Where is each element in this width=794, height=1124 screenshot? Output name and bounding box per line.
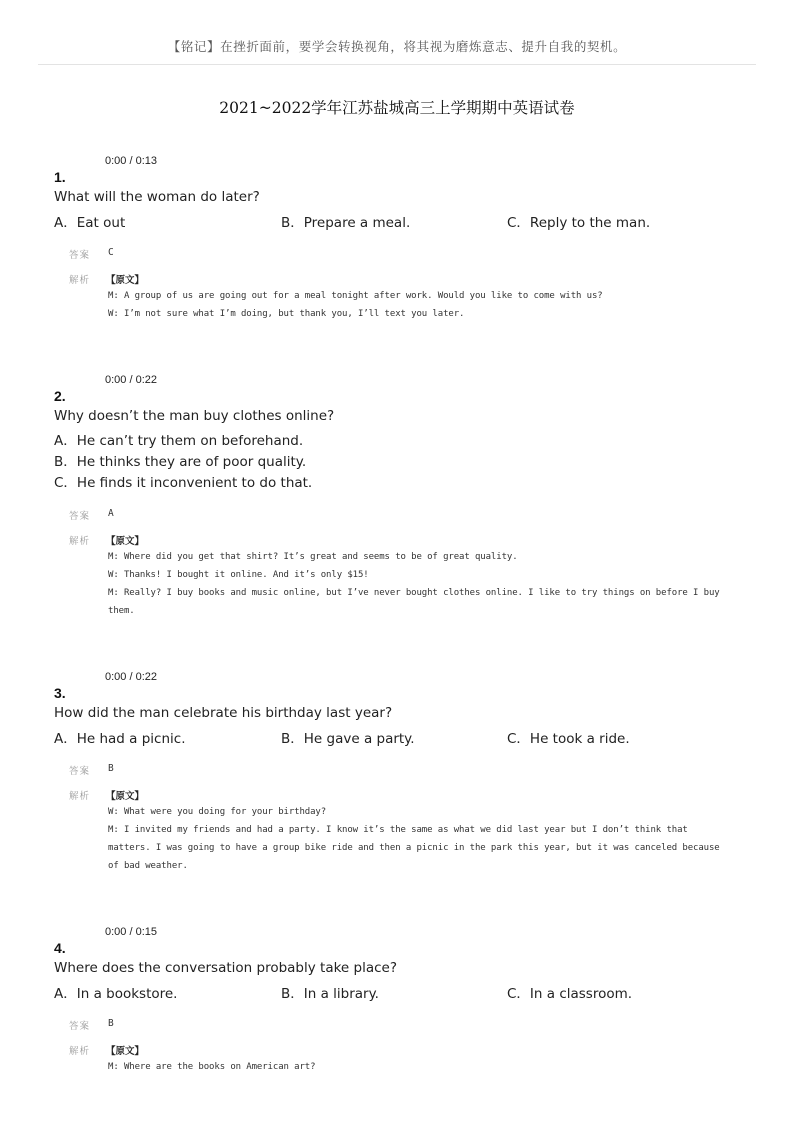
transcript-line: of bad weather. — [108, 861, 188, 871]
analysis-label: 解析 — [69, 791, 91, 802]
option-c[interactable]: C．In a classroom. — [507, 986, 633, 1002]
answer-label: 答案 — [69, 511, 91, 522]
question-number: 4. — [54, 940, 66, 956]
transcript-line: W: I’m not sure what I’m doing, but thank you, I’ll text you later. — [108, 309, 465, 319]
answer-label: 答案 — [69, 766, 91, 777]
transcript-line: M: Really? I buy books and music online, but I’ve never bought clothes online. I like to try things on before I buy — [108, 588, 720, 598]
option-a[interactable]: A．Eat out — [54, 215, 126, 231]
question-number: 3. — [54, 685, 66, 701]
transcript-line: W: Thanks! I bought it online. And it’s only $15! — [108, 570, 369, 580]
question-number: 1. — [54, 169, 66, 185]
transcript-line: W: What were you doing for your birthday? — [108, 807, 327, 817]
transcript-line: them. — [108, 606, 135, 616]
audio-time[interactable]: 0:00 / 0:22 — [105, 671, 157, 683]
question-stem: Where does the conversation probably take place? — [54, 960, 398, 976]
answer-value: A — [108, 508, 114, 519]
answer-label: 答案 — [69, 1021, 91, 1032]
transcript-line: matters. I was going to have a group bike ride and then a picnic in the park this year, but it was canceled because — [108, 843, 720, 853]
question-stem: Why doesn’t the man buy clothes online? — [54, 408, 335, 424]
audio-time[interactable]: 0:00 / 0:15 — [105, 926, 157, 938]
option-b[interactable]: B．He gave a party. — [281, 731, 415, 747]
answer-value: B — [108, 763, 114, 774]
transcript-line: M: Where did you get that shirt? It’s great and seems to be of great quality. — [108, 552, 518, 562]
transcript-line: M: I invited my friends and had a party. I know it’s the same as what we did last year but I don’t think that — [108, 825, 688, 835]
option-c[interactable]: C．Reply to the man. — [507, 215, 651, 231]
answer-value: B — [108, 1018, 114, 1029]
transcript-line: M: Where are the books on American art? — [108, 1062, 316, 1072]
analysis-label: 解析 — [69, 275, 91, 286]
option-a[interactable]: A．In a bookstore. — [54, 986, 178, 1002]
option-a[interactable]: A．He had a picnic. — [54, 731, 186, 747]
option-c[interactable]: C．He took a ride. — [507, 731, 630, 747]
audio-time[interactable]: 0:00 / 0:13 — [105, 155, 157, 167]
original-text-label: 【原文】 — [106, 791, 145, 802]
analysis-label: 解析 — [69, 536, 91, 547]
option-b[interactable]: B．He thinks they are of poor quality. — [54, 454, 307, 470]
option-b[interactable]: B．In a library. — [281, 986, 379, 1002]
option-c[interactable]: C．He finds it inconvenient to do that. — [54, 475, 313, 491]
question-number: 2. — [54, 388, 66, 404]
question-stem: What will the woman do later? — [54, 189, 260, 205]
header-divider — [38, 64, 756, 65]
original-text-label: 【原文】 — [106, 1046, 145, 1057]
audio-time[interactable]: 0:00 / 0:22 — [105, 374, 157, 386]
transcript-line: M: A group of us are going out for a meal tonight after work. Would you like to come with us? — [108, 291, 603, 301]
header-motto: 【铭记】在挫折面前，要学会转换视角，将其视为磨炼意志、提升自我的契机。 — [167, 39, 627, 54]
analysis-label: 解析 — [69, 1046, 91, 1057]
answer-label: 答案 — [69, 250, 91, 261]
page-title: 2021~2022学年江苏盐城高三上学期期中英语试卷 — [219, 99, 575, 117]
question-stem: How did the man celebrate his birthday last year? — [54, 705, 393, 721]
option-b[interactable]: B．Prepare a meal. — [281, 215, 411, 231]
answer-value: C — [108, 247, 114, 258]
option-a[interactable]: A．He can’t try them on beforehand. — [54, 433, 304, 449]
original-text-label: 【原文】 — [106, 275, 145, 286]
original-text-label: 【原文】 — [106, 536, 145, 547]
